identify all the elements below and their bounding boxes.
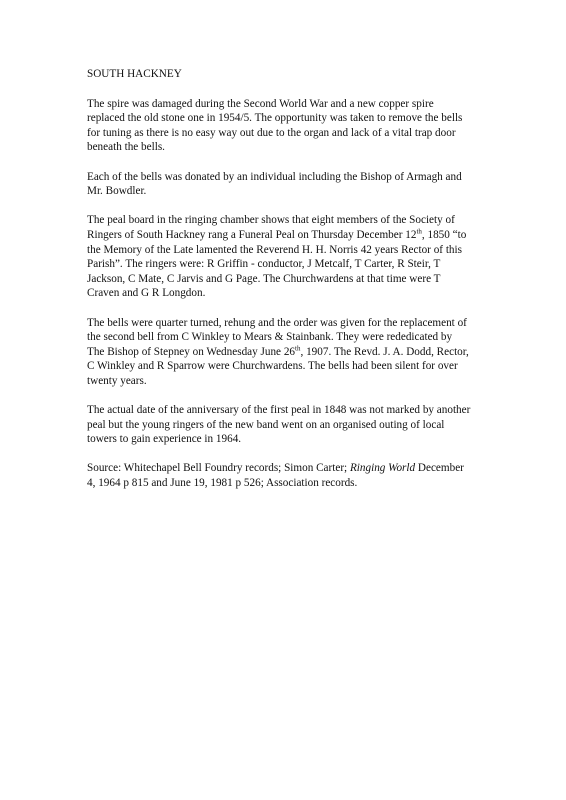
text-line: The peal board in the ringing chamber shows that eight members of the Society of bbox=[87, 214, 455, 227]
document-title: SOUTH HACKNEY bbox=[87, 68, 182, 80]
document-page bbox=[87, 67, 527, 505]
text-run: , 1907. The Revd. J. A. Dodd, Rector, bbox=[300, 345, 469, 358]
text-run: The Bishop of Stepney on Wednesday June 26 bbox=[87, 345, 296, 358]
text-line: 4, 1964 p 815 and June 19, 1981 p 526; Association records. bbox=[87, 477, 358, 490]
paragraph-anniversary bbox=[87, 403, 527, 447]
text-line: Mr. Bowdler. bbox=[87, 185, 147, 198]
text-line bbox=[87, 228, 527, 243]
text-line bbox=[87, 345, 527, 360]
text-line: replaced the old stone one in 1954/5. The opportunity was taken to remove the bells bbox=[87, 112, 463, 125]
text-line: Parish”. The ringers were: R Griffin - conductor, J Metcalf, T Carter, R Steir, T bbox=[87, 258, 441, 271]
ordinal-suffix: th bbox=[295, 343, 301, 352]
text-line: The actual date of the anniversary of the first peal in 1848 was not marked by another bbox=[87, 404, 471, 417]
paragraph-donors bbox=[87, 170, 527, 199]
text-line: The spire was damaged during the Second World War and a new copper spire bbox=[87, 97, 434, 110]
text-run: Source: Whitechapel Bell Foundry records; Simon Carter; bbox=[87, 462, 350, 475]
text-line: the Memory of the Late lamented the Reverend H. H. Norris 42 years Rector of this bbox=[87, 243, 462, 256]
text-run: Ringers of South Hackney rang a Funeral Peal on Thursday December 12 bbox=[87, 228, 417, 241]
text-run: , 1850 “to bbox=[421, 228, 467, 241]
text-line: The bells were quarter turned, rehung and the order was given for the replacement of bbox=[87, 316, 467, 329]
text-line: towers to gain experience in 1964. bbox=[87, 433, 242, 446]
ordinal-suffix: th bbox=[416, 227, 422, 236]
text-line: peal but the young ringers of the new band went on an organised outing of local bbox=[87, 418, 445, 431]
text-line: C Winkley and R Sparrow were Churchwardens. The bells had been silent for over bbox=[87, 360, 458, 373]
paragraph-rehung bbox=[87, 316, 527, 389]
paragraph-peal-board bbox=[87, 213, 527, 301]
text-line: the second bell from C Winkley to Mears & Stainbank. They were rededicated by bbox=[87, 331, 453, 344]
text-line bbox=[87, 461, 527, 476]
text-line: for tuning as there is no easy way out due to the organ and lack of a vital trap door bbox=[87, 126, 456, 139]
paragraph-spire bbox=[87, 97, 527, 155]
text-line: beneath the bells. bbox=[87, 141, 165, 154]
paragraph-source bbox=[87, 461, 527, 490]
publication-title: Ringing World bbox=[349, 462, 416, 475]
text-line: Jackson, C Mate, C Jarvis and G Page. The Churchwardens at that time were T bbox=[87, 272, 441, 285]
text-run: December bbox=[415, 462, 464, 475]
text-line: twenty years. bbox=[87, 374, 147, 387]
text-line: Craven and G R Longdon. bbox=[87, 287, 206, 300]
text-line: Each of the bells was donated by an individual including the Bishop of Armagh and bbox=[87, 170, 462, 183]
